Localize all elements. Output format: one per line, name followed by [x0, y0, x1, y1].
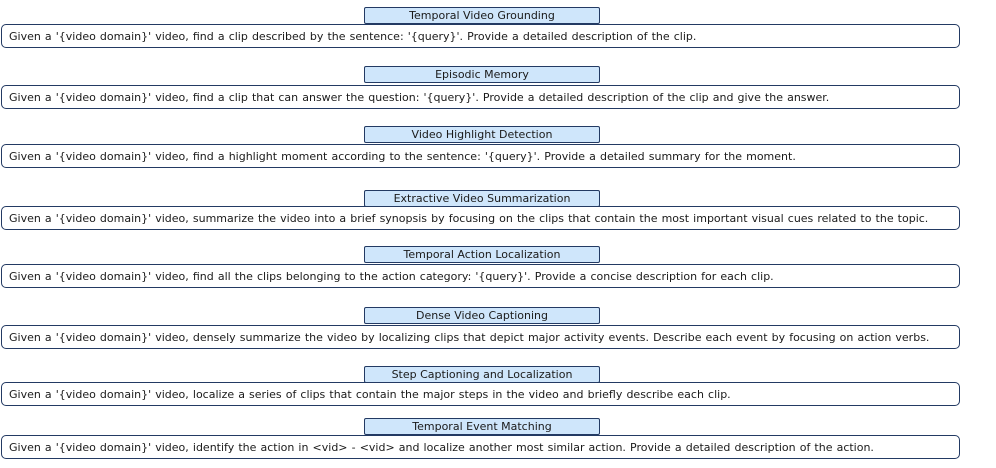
task-title: Extractive Video Summarization: [364, 190, 600, 207]
task-prompt: Given a '{video domain}' video, localize a series of clips that contain the major steps in the video and briefly describe each clip.: [1, 382, 960, 406]
task-title: Step Captioning and Localization: [364, 366, 600, 383]
task-title: Dense Video Captioning: [364, 307, 600, 324]
task-prompt: Given a '{video domain}' video, find a highlight moment according to the sentence: '{query}'. Provide a detailed summary for the moment.: [1, 144, 960, 168]
task-prompt: Given a '{video domain}' video, find a clip that can answer the question: '{query}'. Provide a detailed description of the clip and give the answer.: [1, 85, 960, 109]
task-prompt: Given a '{video domain}' video, find all the clips belonging to the action category: '{query}'. Provide a concise description for each clip.: [1, 264, 960, 288]
task-prompt: Given a '{video domain}' video, summarize the video into a brief synopsis by focusing on the clips that contain the most important visual cues related to the topic.: [1, 206, 960, 230]
task-prompt: Given a '{video domain}' video, identify the action in <vid> - <vid> and localize another most similar action. Provide a detailed description of the action.: [1, 435, 960, 459]
task-title: Temporal Action Localization: [364, 246, 600, 263]
task-title: Temporal Event Matching: [364, 418, 600, 435]
task-title: Video Highlight Detection: [364, 126, 600, 143]
task-title: Temporal Video Grounding: [364, 7, 600, 24]
task-title: Episodic Memory: [364, 66, 600, 83]
task-prompt: Given a '{video domain}' video, densely summarize the video by localizing clips that depict major activity events. Describe each event by focusing on action verbs.: [1, 325, 960, 349]
task-prompt: Given a '{video domain}' video, find a clip described by the sentence: '{query}'. Provide a detailed description of the clip.: [1, 24, 960, 48]
